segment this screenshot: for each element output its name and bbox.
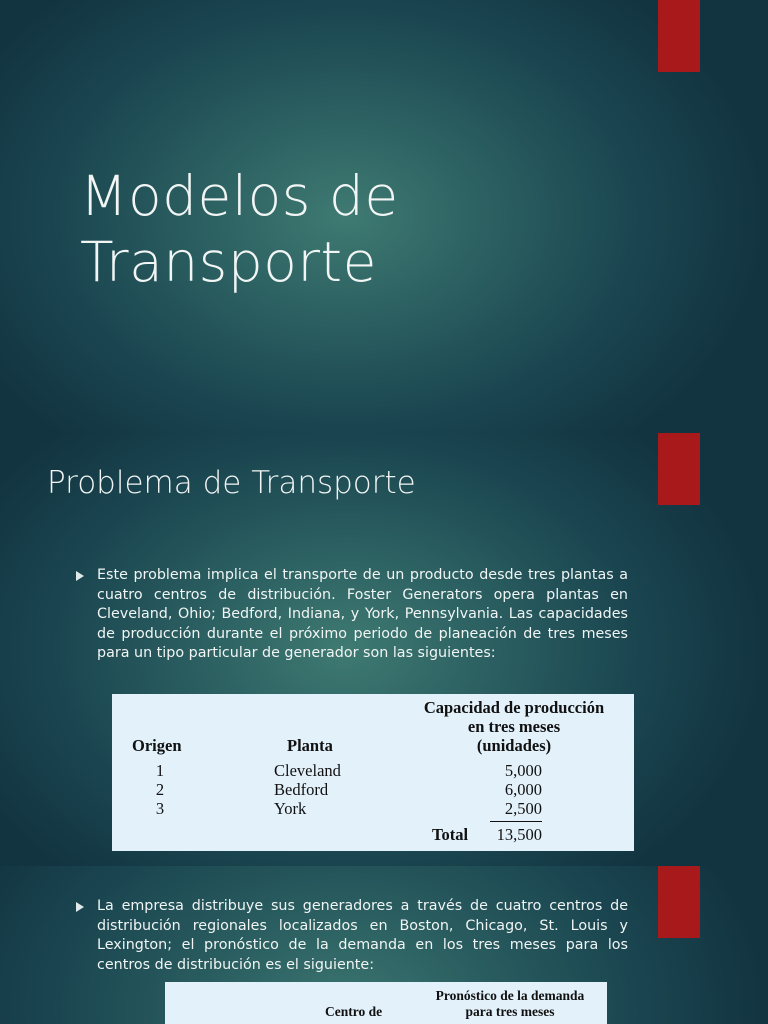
- title-line-1: Modelos de: [80, 164, 399, 228]
- title-line-2: Transporte: [80, 230, 377, 294]
- row1-planta: Cleveland: [274, 761, 341, 780]
- header-capacidad-3: (unidades): [476, 736, 552, 755]
- capacity-table: [112, 694, 634, 851]
- red-accent-tab: [658, 866, 700, 938]
- row2-planta: Bedford: [274, 780, 329, 799]
- header-origen: Origen: [132, 736, 182, 755]
- red-accent-tab: [658, 433, 700, 505]
- header-demanda-1: Pronóstico de la demanda: [435, 988, 585, 1003]
- row3-capacidad: 2,500: [504, 799, 542, 818]
- presentation-title: [80, 163, 399, 295]
- row1-capacidad: 5,000: [504, 761, 542, 780]
- row3-planta: York: [274, 799, 307, 818]
- row2-capacidad: 6,000: [504, 780, 542, 799]
- total-rule: [490, 821, 542, 822]
- total-label: Total: [432, 825, 469, 844]
- header-demanda-2: para tres meses: [465, 1004, 555, 1019]
- bullet-text: La empresa distribuye sus generadores a través de cuatro centros de distribución regionales localizados en Boston, Chicago, St. Louis y Lexington; el pronóstico de la demanda en los tres meses para los centros de distribución es el siguiente:: [97, 898, 628, 973]
- header-capacidad-2: en tres meses: [467, 717, 561, 736]
- red-accent-tab: [658, 0, 700, 72]
- row2-origen: 2: [155, 780, 165, 799]
- bullet-arrow-icon: [76, 571, 84, 581]
- bullet-paragraph: [76, 566, 628, 664]
- slide-problem: [0, 433, 768, 866]
- slide-demand: [0, 866, 768, 1024]
- bullet-arrow-icon: [76, 902, 84, 912]
- header-centro: Centro de: [325, 1004, 383, 1019]
- row1-origen: 1: [155, 761, 165, 780]
- row3-origen: 3: [155, 799, 165, 818]
- bullet-text: Este problema implica el transporte de un producto desde tres plantas a cuatro centros de distribución. Foster Generators opera plantas en Cleveland, Ohio; Bedford, Indiana, y York, Pennsylvania. Las capacidades de producción durante el próximo periodo de planeación de tres meses para un tipo particular de generador son las siguientes:: [97, 567, 628, 661]
- header-capacidad-1: Capacidad de producción: [423, 698, 605, 717]
- slide-title: Problema de Transporte: [47, 465, 416, 501]
- total-value: 13,500: [496, 825, 542, 844]
- demand-table: [165, 982, 607, 1024]
- slide-title: [0, 0, 768, 433]
- bullet-paragraph: [76, 897, 628, 975]
- header-planta: Planta: [287, 736, 333, 755]
